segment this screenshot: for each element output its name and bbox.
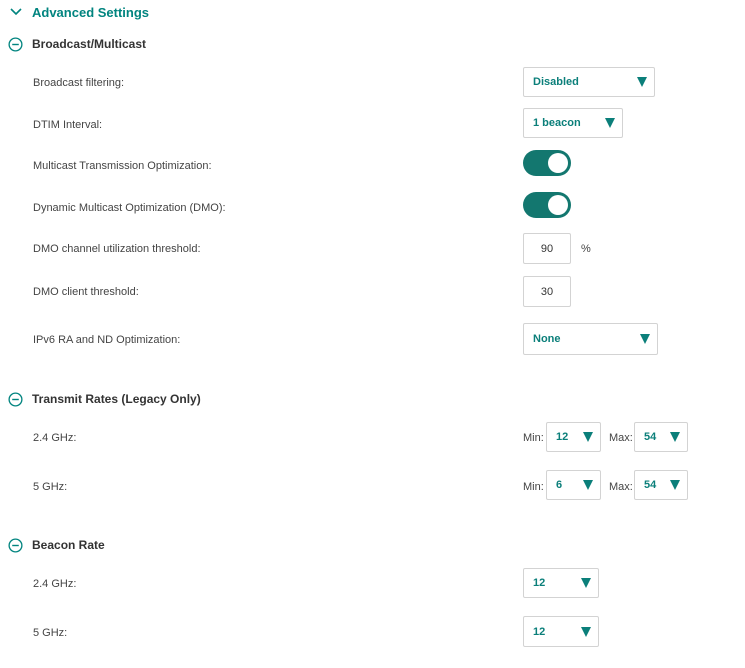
beacon-24ghz-select[interactable] [523, 568, 599, 598]
beacon-rate-section-header[interactable] [8, 537, 105, 553]
transmit-24ghz-min-select[interactable] [546, 422, 601, 452]
dmo-client-threshold-label: DMO client threshold: [33, 286, 139, 298]
dtim-interval-select[interactable] [523, 108, 623, 138]
multicast-optimization-toggle[interactable] [523, 150, 571, 176]
collapse-minus-icon [8, 392, 23, 407]
ipv6-optimization-select[interactable] [523, 323, 658, 355]
toggle-knob [548, 195, 568, 215]
transmit-24ghz-min-label: Min: [523, 432, 544, 444]
dtim-interval-label: DTIM Interval: [33, 119, 103, 131]
transmit-24ghz-max-label: Max: [609, 432, 633, 444]
beacon-24ghz-label: 2.4 GHz: [33, 578, 77, 590]
beacon-5ghz-value: 12 [533, 625, 546, 638]
broadcast-filtering-select[interactable] [523, 67, 655, 97]
percent-unit: % [581, 243, 591, 255]
dropdown-caret-icon [581, 578, 591, 588]
dropdown-caret-icon [670, 432, 680, 442]
dropdown-caret-icon [637, 77, 647, 87]
transmit-24ghz-max-select[interactable] [634, 422, 688, 452]
beacon-5ghz-select[interactable] [523, 616, 599, 647]
transmit-rates-section-title: Transmit Rates (Legacy Only) [32, 392, 201, 406]
transmit-5ghz-max-label: Max: [609, 481, 633, 493]
transmit-5ghz-min-select[interactable] [546, 470, 601, 500]
dropdown-caret-icon [640, 334, 650, 344]
dropdown-caret-icon [583, 432, 593, 442]
transmit-5ghz-label: 5 GHz: [33, 481, 68, 493]
transmit-5ghz-max-value: 54 [644, 479, 657, 491]
transmit-5ghz-min-label: Min: [523, 481, 544, 493]
dmo-channel-threshold-input[interactable] [523, 233, 571, 264]
broadcast-filtering-label: Broadcast filtering: [33, 77, 125, 89]
collapse-minus-icon [8, 538, 23, 553]
advanced-settings-title: Advanced Settings [32, 4, 150, 20]
dmo-channel-threshold-label: DMO channel utilization threshold: [33, 243, 201, 255]
dropdown-caret-icon [581, 627, 591, 637]
transmit-24ghz-label: 2.4 GHz: [33, 432, 77, 444]
beacon-24ghz-value: 12 [533, 577, 546, 589]
dropdown-caret-icon [670, 480, 680, 490]
broadcast-section-title: Broadcast/Multicast [32, 37, 147, 51]
multicast-optimization-label: Multicast Transmission Optimization: [33, 160, 212, 172]
ipv6-optimization-label: IPv6 RA and ND Optimization: [33, 334, 181, 346]
dmo-channel-threshold-value: 90 [540, 242, 554, 255]
dtim-interval-value: 1 beacon [533, 117, 581, 129]
ipv6-optimization-value: None [533, 333, 561, 345]
dmo-toggle[interactable] [523, 192, 571, 218]
beacon-5ghz-label: 5 GHz: [33, 627, 68, 639]
transmit-24ghz-max-value: 54 [644, 431, 657, 443]
collapse-minus-icon [8, 37, 23, 52]
dropdown-caret-icon [605, 118, 615, 128]
beacon-rate-section-title: Beacon Rate [32, 538, 105, 552]
broadcast-section-header[interactable] [8, 36, 146, 52]
toggle-knob [548, 153, 568, 173]
dropdown-caret-icon [583, 480, 593, 490]
dmo-label: Dynamic Multicast Optimization (DMO): [33, 202, 226, 214]
transmit-5ghz-min-value: 6 [556, 479, 563, 491]
transmit-rates-section-header[interactable] [8, 391, 201, 407]
dmo-client-threshold-input[interactable] [523, 276, 571, 307]
chevron-down-icon [9, 7, 23, 17]
transmit-24ghz-min-value: 12 [556, 431, 569, 443]
broadcast-filtering-value: Disabled [533, 76, 579, 88]
dmo-client-threshold-value: 30 [540, 285, 554, 298]
advanced-settings-header[interactable] [9, 3, 149, 21]
transmit-5ghz-max-select[interactable] [634, 470, 688, 500]
